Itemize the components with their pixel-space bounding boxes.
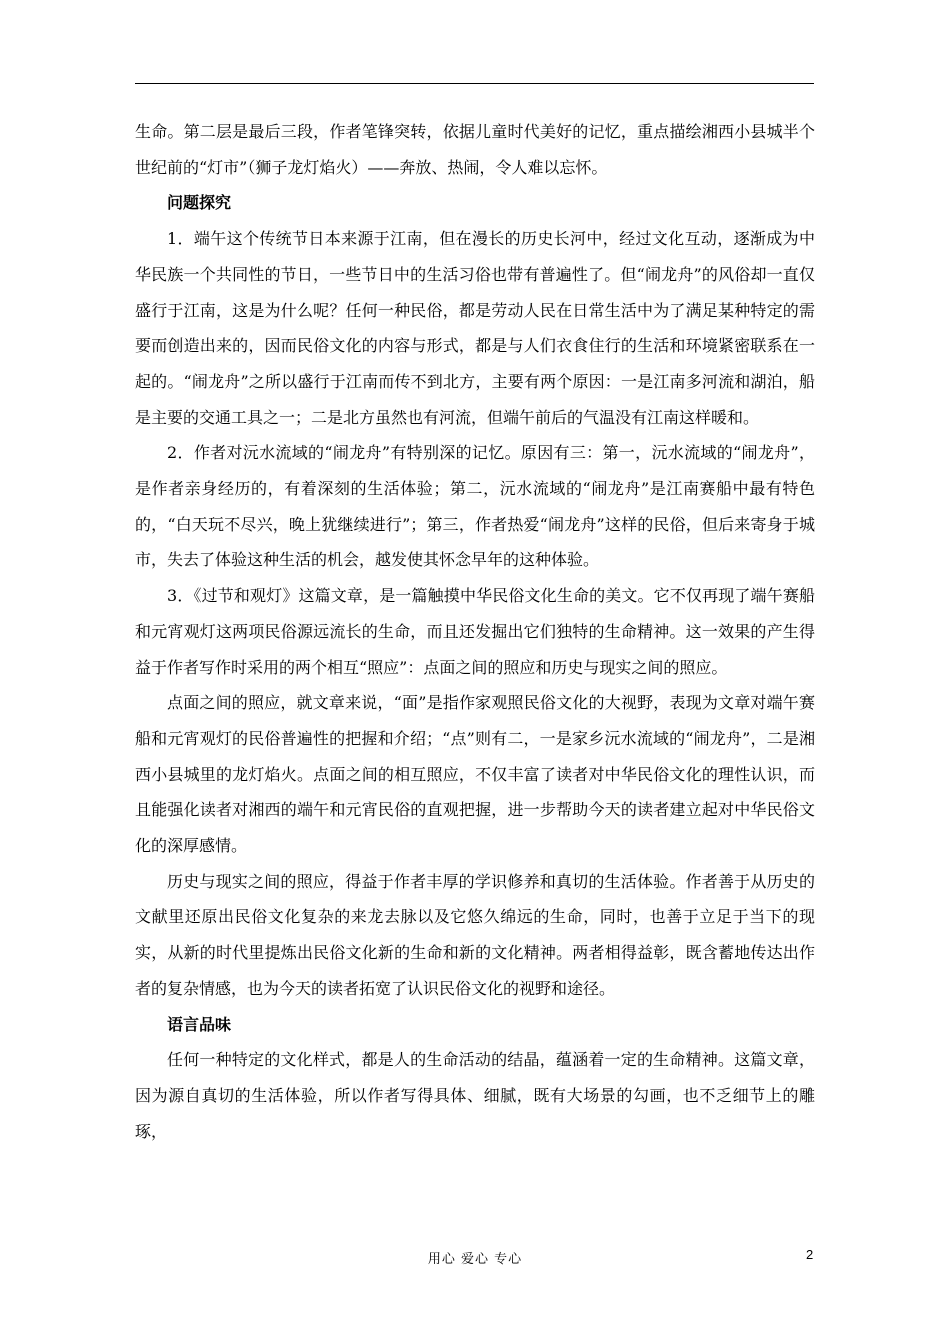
paragraph-continuation: 生命。第二层是最后三段，作者笔锋突转，依据儿童时代美好的记忆，重点描绘湘西小县城半个世纪前的“灯市”（狮子龙灯焰火）——奔放、热闹，令人难以忘怀。 xyxy=(135,122,815,177)
section-heading-language: 语言品味 xyxy=(167,1014,232,1034)
paragraph-question-1: 1．端午这个传统节日本来源于江南，但在漫长的历史长河中，经过文化互动，逐渐成为中华民族一个共同性的节日，一些节日中的生活习俗也带有普遍性了。但“闹龙舟”的风俗却一直仅盛行于江南，这是为什么呢？任何一种民俗，都是劳动人民在日常生活中为了满足某种特定的需要而创造出来的，因而民俗文化的内容与形式，都是与人们衣食住行的生活和环境紧密联系在一起的。“闹龙舟”之所以盛行于江南而传不到北方，主要有两个原因：一是江南多河流和湖泊，船是主要的交通工具之一；二是北方虽然也有河流，但端午前后的气温没有江南这样暖和。 xyxy=(135,229,815,427)
page-number: 2 xyxy=(806,1247,814,1262)
paragraph-language: 任何一种特定的文化样式，都是人的生命活动的结晶，蕴涵着一定的生命精神。这篇文章，因为源自真切的生活体验，所以作者写得具体、细腻，既有大场景的勾画，也不乏细节上的雕琢， xyxy=(135,1050,815,1141)
section-heading-inquiry: 问题探究 xyxy=(167,193,232,213)
paragraph-point-surface: 点面之间的照应，就文章来说，“面”是指作家观照民俗文化的大视野，表现为文章对端午赛船和元宵观灯的民俗普遍性的把握和介绍；“点”则有二，一是家乡沅水流域的“闹龙舟”，二是湘西小县城里的龙灯焰火。点面之间的相互照应，不仅丰富了读者对中华民俗文化的理性认识，而且能强化读者对湘西的端午和元宵民俗的直观把握，进一步帮助今天的读者建立起对中华民俗文化的深厚感情。 xyxy=(135,693,815,856)
paragraph-question-2: 2．作者对沅水流域的“闹龙舟”有特别深的记忆。原因有三：第一，沅水流域的“闹龙舟”，是作者亲身经历的，有着深刻的生活体验；第二，沅水流域的“闹龙舟”是江南赛船中最有特色的，“白天玩不尽兴，晚上犹继续进行”；第三，作者热爱“闹龙舟”这样的民俗，但后来寄身于城市，失去了体验这种生活的机会，越发使其怀念早年的这种体验。 xyxy=(135,443,815,570)
footer-motto: 用心 爱心 专心 xyxy=(427,1252,523,1267)
page-body xyxy=(135,114,815,1149)
header-rule xyxy=(135,83,814,84)
paragraph-history-reality: 历史与现实之间的照应，得益于作者丰厚的学识修养和真切的生活体验。作者善于从历史的文献里还原出民俗文化复杂的来龙去脉以及它悠久绵远的生命，同时，也善于立足于当下的现实，从新的时代里提炼出民俗文化新的生命和新的文化精神。两者相得益彰，既含蓄地传达出作者的复杂情感，也为今天的读者拓宽了认识民俗文化的视野和途径。 xyxy=(135,871,815,998)
paragraph-question-3: 3．《过节和观灯》这篇文章，是一篇触摸中华民俗文化生命的美文。它不仅再现了端午赛船和元宵观灯这两项民俗源远流长的生命，而且还发掘出它们独特的生命精神。这一效果的产生得益于作者写作时采用的两个相互“照应”：点面之间的照应和历史与现实之间的照应。 xyxy=(135,586,815,677)
